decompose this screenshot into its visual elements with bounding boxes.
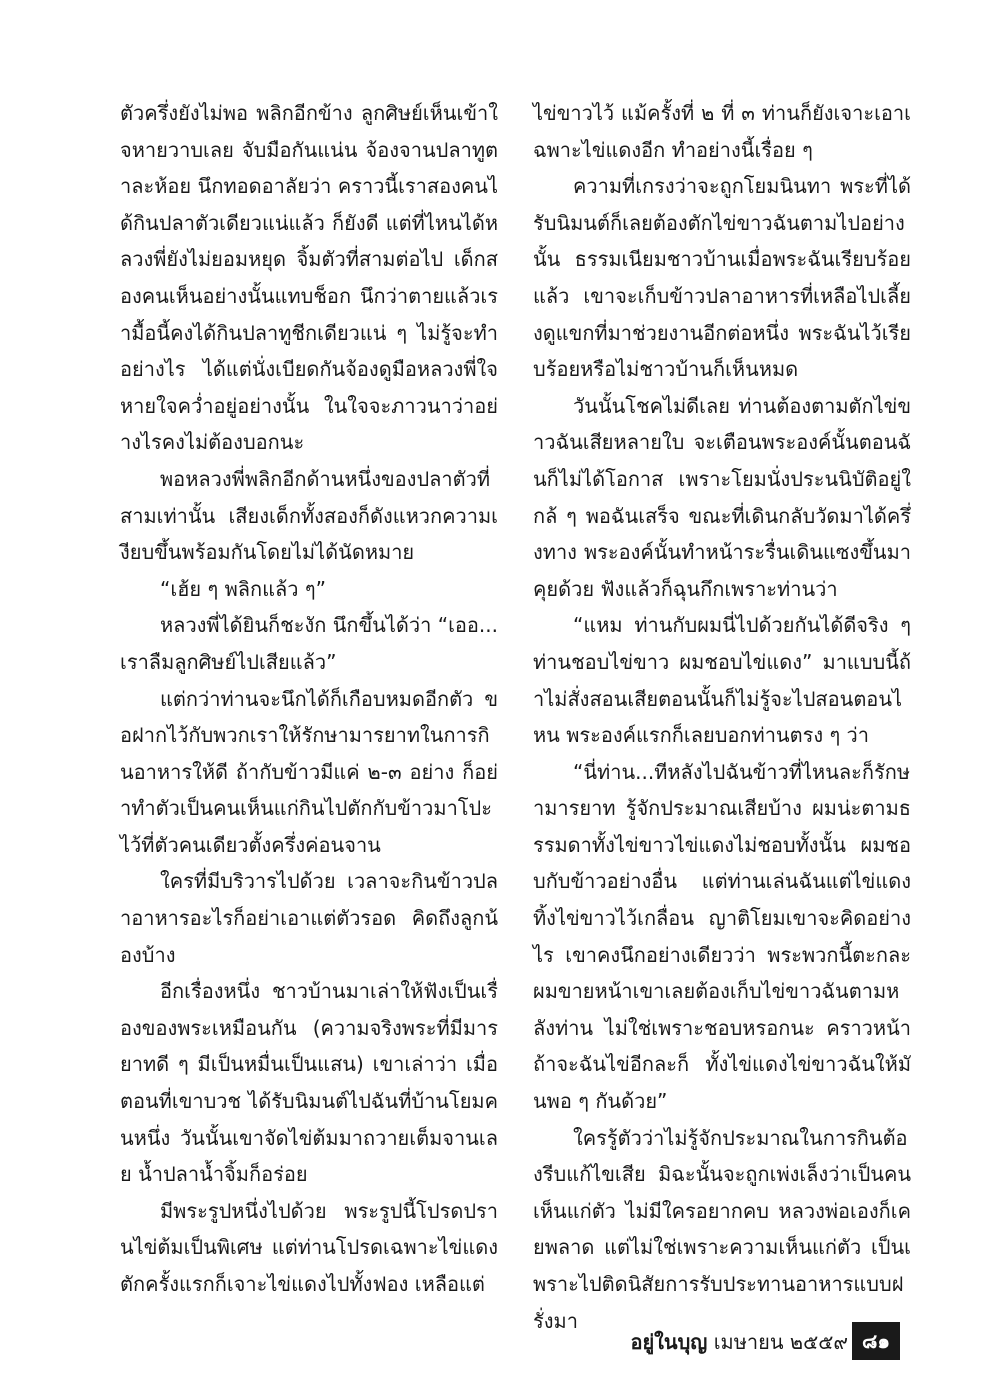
paragraph: หลวงพี่ได้ยินก็ชะงัก นึกขึ้นได้ว่า “เออ... เราลืมลูกศิษย์ไปเสียแล้ว”: [120, 613, 498, 674]
issue-date: เมษายน ๒๕๕๙: [713, 1330, 848, 1354]
paragraph: ตัวครึ่งยังไม่พอ พลิกอีกข้าง ลูกศิษย์เห็นเข้าใจหายวาบเลย จับมือกันแน่น จ้องจานปลาทูตาละห้อย นึกทอดอาลัยว่า คราวนี้เราสองคนได้กินปลาตัวเดียวแน่แล้ว ก็ยังดี แต่ที่ไหนได้หลวงพี่ยังไม่ยอมหยุด จิ้มตัวที่สามต่อไป เด็กสองคนเห็นอย่างนั้นแทบช็อก นึกว่าตายแล้วเรามื้อนี้คงได้กินปลาทูชีกเดียวแน่ ๆ ไม่รู้จะทำอย่างไร ได้แต่นั่งเบียดกันจ้องดูมือหลวงพี่ใจหายใจคว่ำอยู่อย่างนั้น ในใจจะภาวนาว่าอย่างไรคงไม่ต้องบอกนะ: [120, 101, 498, 455]
paragraph: “นี่ท่าน...ทีหลังไปฉันข้าวที่ไหนละก็รักษามารยาท รู้จักประมาณเสียบ้าง ผมน่ะตามธรรมดาทั้งไข่ขาวไข่แดงไม่ชอบทั้งนั้น ผมชอบกับข้าวอย่างอื่น แต่ท่านเล่นฉันแต่ไข่แดง ทิ้งไข่ขาวไว้เกลื่อน ญาติโยมเขาจะคิดอย่างไร เขาคงนึกอย่างเดียวว่า พระพวกนี้ตะกละ ผมขายหน้าเขาเลยต้องเก็บไข่ขาวฉันตามหลังท่าน ไม่ใช่เพราะชอบหรอกนะ คราวหน้าถ้าจะฉันไข่อีกละก็ ทั้งไข่แดงไข่ขาวฉันให้มันพอ ๆ กันด้วย”: [533, 759, 911, 1114]
paragraph: “แหม ท่านกับผมนี่ไปด้วยกันได้ดีจริง ๆ ท่านชอบไข่ขาว ผมชอบไข่แดง” มาแบบนี้ถ้าไม่สั่งสอนเสียตอนนั้นก็ไม่รู้จะไปสอนตอนไหน พระองค์แรกก็เลยบอกท่านตรง ๆ ว่า: [533, 613, 911, 748]
paragraph: แต่กว่าท่านจะนึกได้ก็เกือบหมดอีกตัว ขอฝากไว้กับพวกเราให้รักษามารยาทในการกินอาหารให้ดี ถ้ากับข้าวมีแค่ ๒-๓ อย่าง ก็อย่าทำตัวเป็นคนเห็นแก่กินไปตักกับข้าวมาโปะไว้ที่ตัวคนเดียวตั้งครึ่งค่อนจาน: [120, 686, 498, 857]
paragraph: ใครที่มีบริวารไปด้วย เวลาจะกินข้าวปลาอาหารอะไรก็อย่าเอาแต่ตัวรอด คิดถึงลูกน้องบ้าง: [120, 869, 498, 967]
magazine-name: อยู่ในบุญ: [630, 1330, 708, 1354]
page-number: ๘๑: [852, 1322, 900, 1360]
left-column: [120, 95, 498, 1303]
footer-caption: [630, 1329, 848, 1355]
paragraph: “เฮ้ย ๆ พลิกแล้ว ๆ”: [160, 576, 326, 601]
paragraph: อีกเรื่องหนึ่ง ชาวบ้านมาเล่าให้ฟังเป็นเรื่องของพระเหมือนกัน (ความจริงพระที่มีมารยาทดี ๆ มีเป็นหมื่นเป็นแสน) เขาเล่าว่า เมื่อตอนที่เขาบวช ได้รับนิมนต์ไปฉันที่บ้านโยมคนหนึ่ง วันนั้นเขาจัดไข่ต้มมาถวายเต็มจานเลย น้ำปลาน้ำจิ้มก็อร่อย: [120, 979, 498, 1187]
paragraph: มีพระรูปหนึ่งไปด้วย พระรูปนี้โปรดปรานไข่ต้มเป็นพิเศษ แต่ท่านโปรดเฉพาะไข่แดง ตักครั้งแรกก็เจาะไข่แดงไปทั้งฟอง เหลือแต่: [120, 1198, 498, 1296]
right-column: [533, 95, 911, 1339]
paragraph: ไข่ขาวไว้ แม้ครั้งที่ ๒ ที่ ๓ ท่านก็ยังเจาะเอาเฉพาะไข่แดงอีก ทำอย่างนี้เรื่อย ๆ: [533, 101, 911, 162]
paragraph: ความที่เกรงว่าจะถูกโยมนินทา พระที่ได้รับนิมนต์ก็เลยต้องตักไข่ขาวฉันตามไปอย่างนั้น ธรรมเนียมชาวบ้านเมื่อพระฉันเรียบร้อยแล้ว เขาจะเก็บข้าวปลาอาหารที่เหลือไปเลี้ยงดูแขกที่มาช่วยงานอีกต่อหนึ่ง พระฉันไว้เรียบร้อยหรือไม่ชาวบ้านก็เห็นหมด: [533, 174, 911, 382]
paragraph: วันนั้นโชคไม่ดีเลย ท่านต้องตามตักไข่ขาวฉันเสียหลายใบ จะเตือนพระองค์นั้นตอนฉันก็ไม่ได้โอกาส เพราะโยมนั่งประนนิบัติอยู่ใกล้ ๆ พอฉันเสร็จ ขณะที่เดินกลับวัดมาได้ครึ่งทาง พระองค์นั้นทำหน้าระรื่นเดินแซงขึ้นมาคุยด้วย ฟังแล้วก็ฉุนกึกเพราะท่านว่า: [533, 393, 911, 601]
page-footer: [600, 1322, 900, 1362]
paragraph: ใครรู้ตัวว่าไม่รู้จักประมาณในการกินต้องรีบแก้ไขเสีย มิฉะนั้นจะถูกเพ่งเล็งว่าเป็นคนเห็นแก่ตัว ไม่มีใครอยากคบ หลวงพ่อเองก็เคยพลาด แต่ไม่ใช่เพราะความเห็นแก่ตัว เป็นเพราะไปติดนิสัยการรับประทานอาหารแบบฝรั่งมา: [533, 1125, 911, 1333]
paragraph: พอหลวงพี่พลิกอีกด้านหนึ่งของปลาตัวที่สามเท่านั้น เสียงเด็กทั้งสองก็ดังแหวกความเงียบขึ้นพร้อมกันโดยไม่ได้นัดหมาย: [120, 466, 498, 565]
